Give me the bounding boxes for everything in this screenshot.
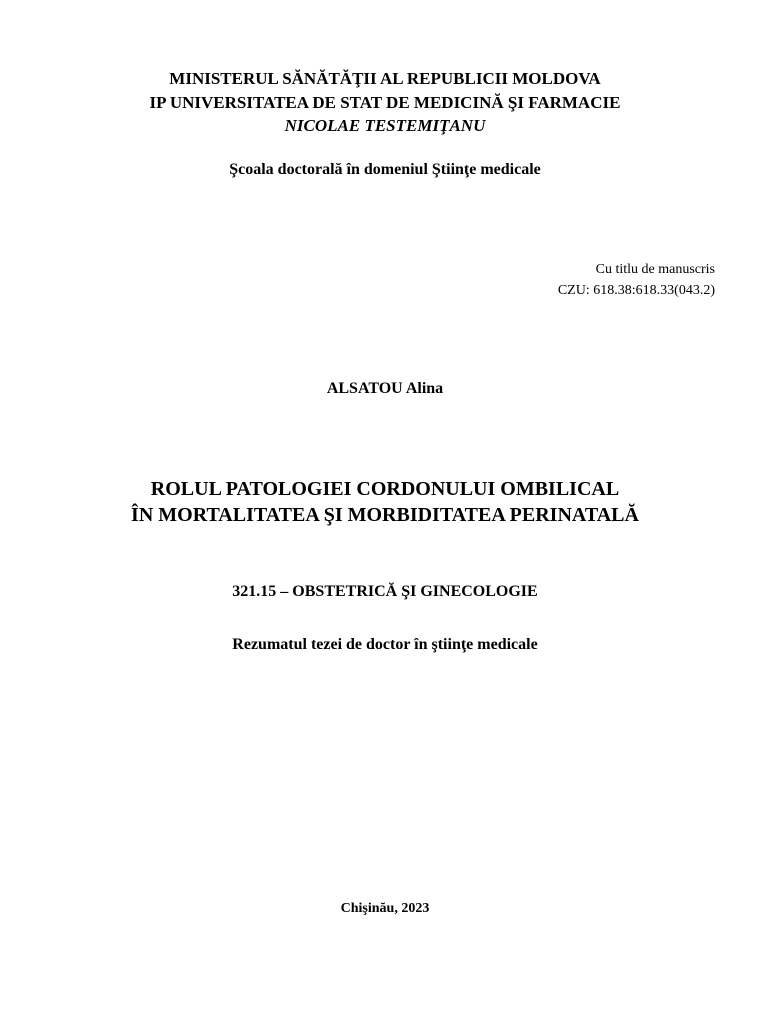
university-heading: IP UNIVERSITATEA DE STAT DE MEDICINĂ ŞI FARMACIE [149, 93, 621, 112]
doctoral-school-line: Şcoala doctorală în domeniul Ştiinţe medicale [229, 161, 541, 178]
place-year: Chişinău, 2023 [340, 901, 430, 916]
thesis-title-line-1: ROLUL PATOLOGIEI CORDONULUI OMBILICAL [150, 478, 620, 500]
specialty-line: 321.15 – OBSTETRICĂ ŞI GINECOLOGIE [232, 583, 538, 600]
summary-label: Rezumatul tezei de doctor în ştiinţe medicale [232, 636, 538, 653]
czu-code: CZU: 618.38:618.33(043.2) [557, 283, 715, 298]
manuscript-status: Cu titlu de manuscris [595, 262, 715, 277]
university-name: NICOLAE TESTEMIŢANU [284, 116, 486, 135]
author-name: ALSATOU Alina [326, 380, 444, 397]
thesis-title-line-2: ÎN MORTALITATEA ŞI MORBIDITATEA PERINATALĂ [131, 504, 639, 526]
ministry-heading: MINISTERUL SĂNĂTĂŢII AL REPUBLICII MOLDOVA [169, 69, 601, 88]
